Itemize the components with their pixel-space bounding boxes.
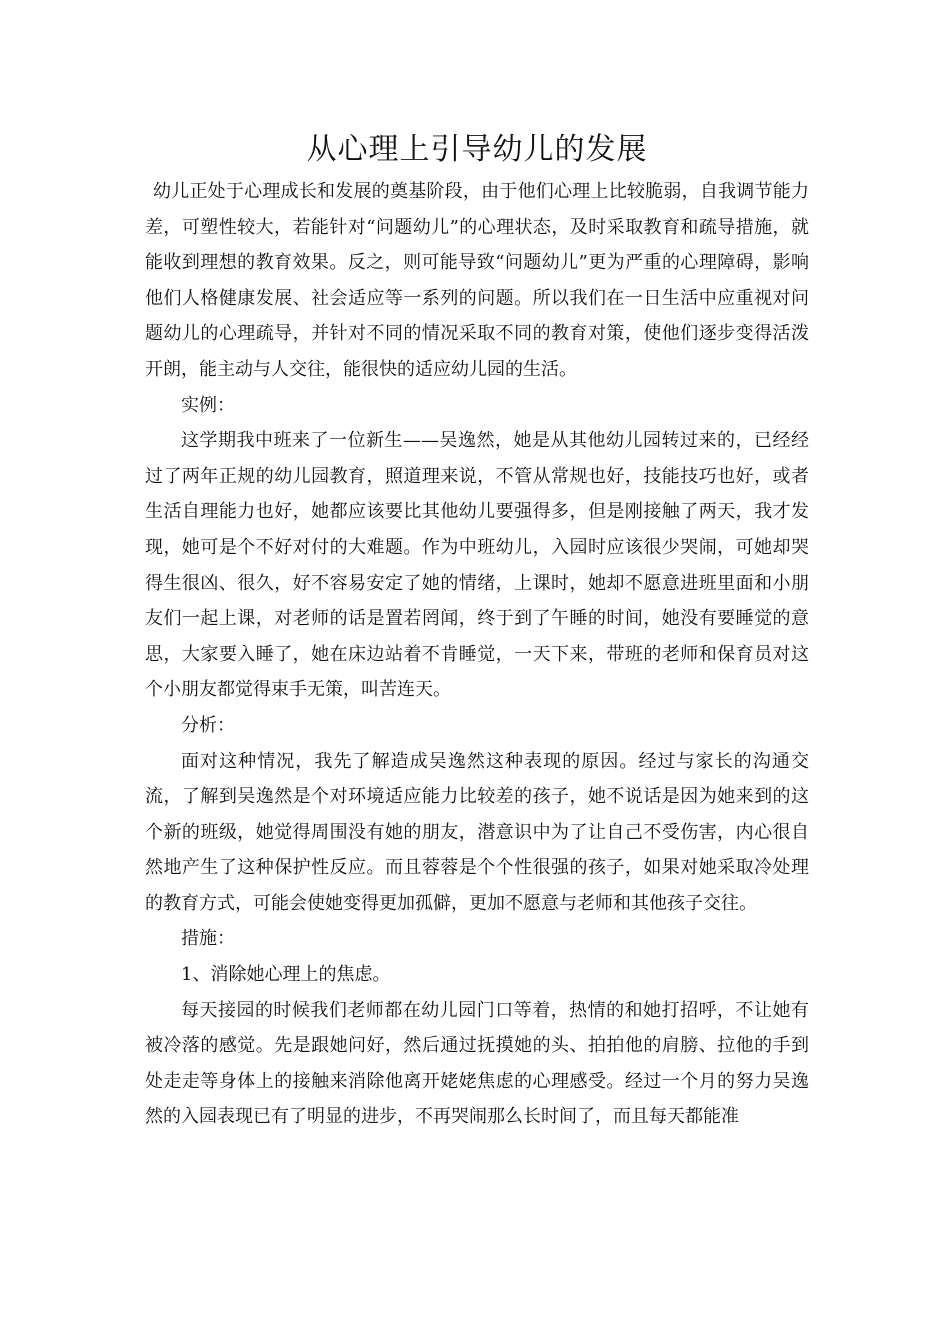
document-page: [145, 128, 809, 1135]
document-title: 从心理上引导幼儿的发展: [306, 132, 648, 167]
measure-item-1: 1、消除她心理上的焦虑。: [181, 964, 391, 986]
paragraph-example: 这学期我中班来了一位新生——吴逸然，她是从其他幼儿园转过来的，已经经过了两年正规的幼儿园教育，照道理来说，不管从常规也好，技能技巧也好，或者生活自理能力也好，她都应该要比其他幼儿要强得多，但是刚接触了两天，我才发现，她可是个不好对付的大难题。作为中班幼儿，入园时应该很少哭闹，可她却哭得生很凶、很久，好不容易安定了她的情绪，上课时，她却不愿意进班里面和小朋友们一起上课，对老师的话是置若罔闻，终于到了午睡的时间，她没有要睡觉的意思，大家要入睡了，她在床边站着不肯睡觉，一天下来，带班的老师和保育员对这个小朋友都觉得束手无策，叫苦连天。: [145, 430, 809, 701]
section-heading-measures: 措施：: [181, 928, 235, 950]
paragraph-analysis: 面对这种情况，我先了解造成吴逸然这种表现的原因。经过与家长的沟通交流，了解到吴逸然是个对环境适应能力比较差的孩子，她不说话是因为她来到的这个新的班级，她觉得周围没有她的朋友，潜意识中为了让自己不受伤害，内心很自然地产生了这种保护性反应。而且蓉蓉是个个性很强的孩子，如果对她采取冷处理的教育方式，可能会使她变得更加孤僻，更加不愿意与老师和其他孩子交往。: [145, 750, 809, 914]
paragraph-measure-1: 每天接园的时候我们老师都在幼儿园门口等着，热情的和她打招呼，不让她有被冷落的感觉。先是跟她问好，然后通过抚摸她的头、拍拍他的肩膀、拉他的手到处走走等身体上的接触来消除他离开姥姥焦虑的心理感受。经过一个月的努力吴逸然的入园表现已有了明显的进步，不再哭闹那么长时间了，而且每天都能准: [145, 999, 809, 1128]
section-heading-analysis: 分析：: [181, 714, 235, 736]
paragraph-intro: 幼儿正处于心理成长和发展的奠基阶段，由于他们心理上比较脆弱，自我调节能力差，可塑性较大，若能针对“问题幼儿”的心理状态，及时采取教育和疏导措施，就能收到理想的教育效果。反之，则可能导致“问题幼儿”更为严重的心理障碍，影响他们人格健康发展、社会适应等一系列的问题。所以我们在一日生活中应重视对问题幼儿的心理疏导，并针对不同的情况采取不同的教育对策，使他们逐步变得活泼开朗，能主动与人交往，能很快的适应幼儿园的生活。: [145, 181, 809, 380]
section-heading-example: 实例：: [181, 394, 235, 416]
